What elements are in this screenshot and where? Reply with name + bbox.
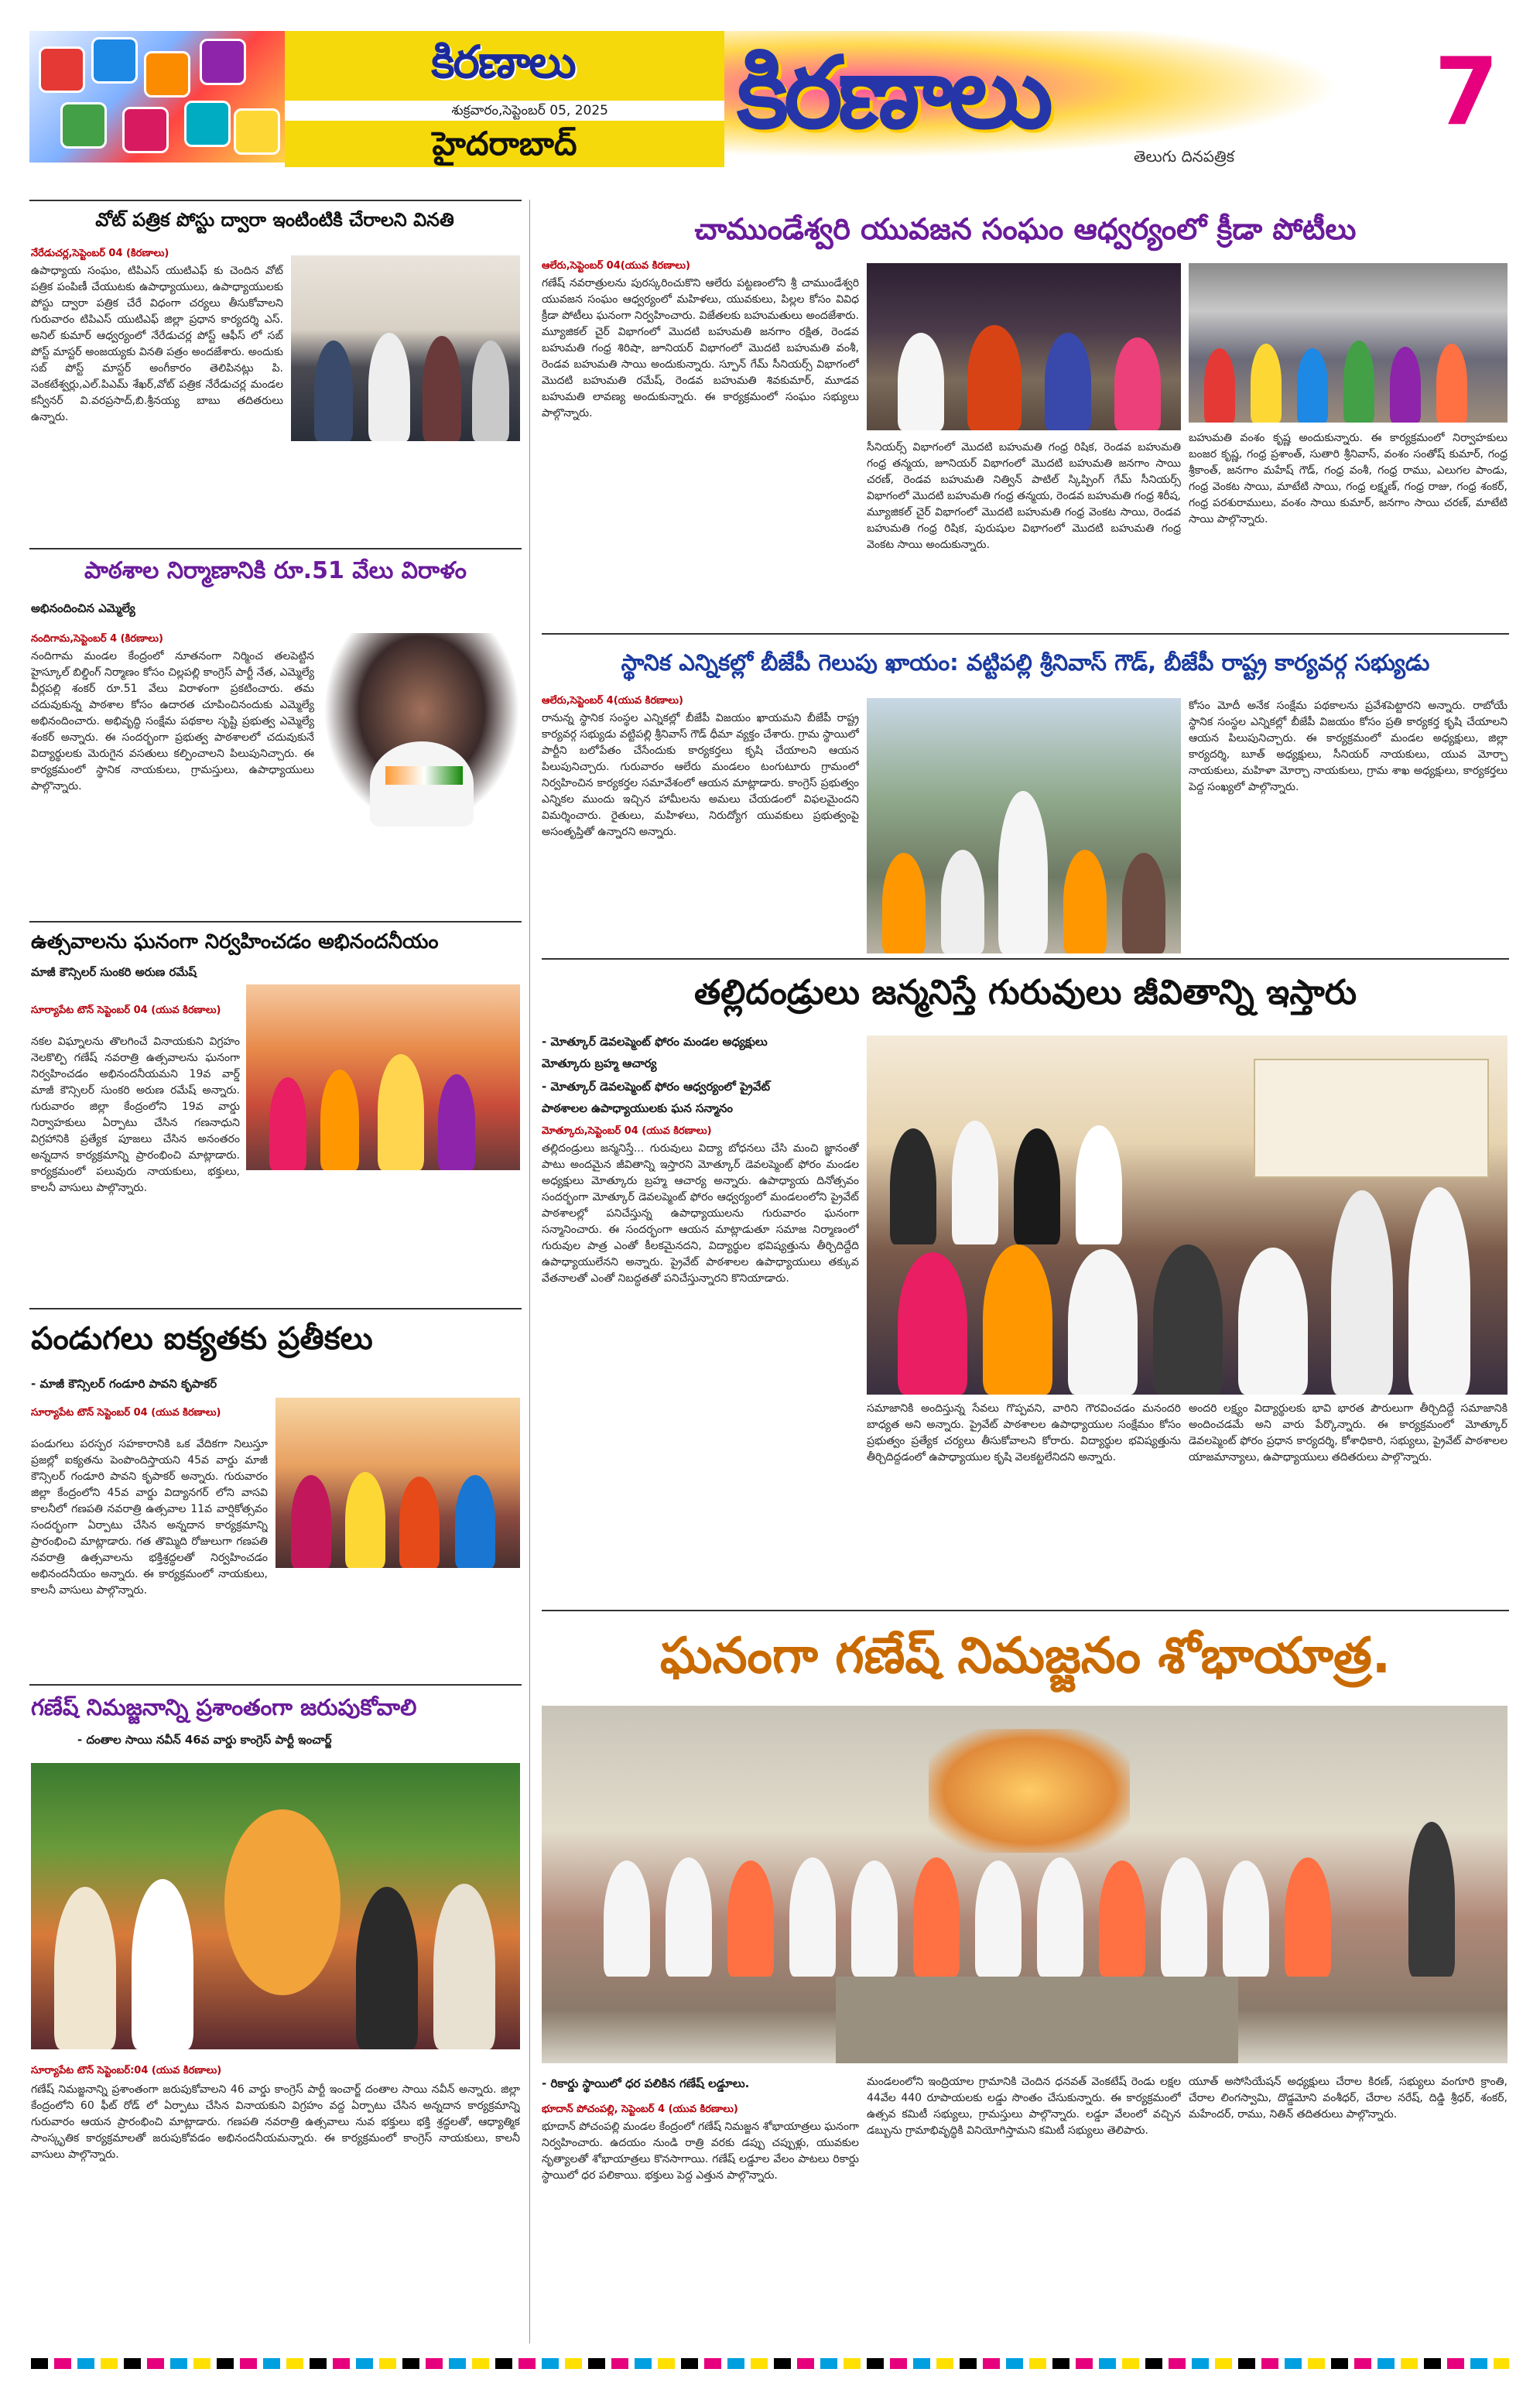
photo-sports-2 <box>1189 263 1507 423</box>
headline-unity: పండుగలు ఐక్యతకు ప్రతీకలు <box>31 1321 373 1357</box>
headline-postcard: వోట్ పత్రిక పోస్టు ద్వారా ఇంటింటికి చేరాలని వినతి <box>95 209 454 231</box>
dateline: ఆలేరు,సెప్టెంబర్ 4(యువ కిరణాలు) <box>542 695 683 707</box>
article-body-tail <box>31 495 520 546</box>
divider <box>29 1684 522 1686</box>
photo-procession <box>542 1706 1507 2063</box>
masthead-small-title: కిరణాలు <box>431 36 575 88</box>
headline-school: పాఠశాల నిర్మాణానికి రూ.51 వేలు విరాళం <box>84 557 467 584</box>
article-body: గణేష్ నవరాత్రులను పురస్కరించుకొని ఆలేరు పట్టణంలోని శ్రీ చాముండేశ్వరి యువజన సంఘం ఆధ్వర్యంలో మహిళలు, యువకులు, పిల్లల కోసం వివిధ క్రీడా పోటీలు ఘనంగా నిర్వహించారు. విజేతలకు బహుమతులు అందజేశారు. మ్యూజికల్ చైర్ విభాగంలో మొదటి బహుమతి జనగాం రక్షిత, రెండవ బహుమతి గంధ్ర శిరిషా, జూనియర్ విభాగంలో మొదటి బహుమతి వంశీ, రెండవ బహుమతి సాయి అందుకున్నారు. స్పూన్ గేమ్ సీనియర్స్ విభాగంలో మొదటి బహుమతి రమేష్, రెండవ బహుమతి శివకుమార్, మూడవ బహుమతి లావణ్య అందుకున్నారు. ఈ కార్యక్రమంలో సంఘం సభ్యులు పాల్గొన్నారు. <box>542 277 859 419</box>
headline-bjp: స్థానిక ఎన్నికల్లో బీజేపీ గెలుపు ఖాయం: వట్టిపల్లి శ్రీనివాస్ గౌడ్, బీజేపీ రాష్ట్ర కార్యవర్గ సభ్యుడు <box>621 649 1430 676</box>
column-divider <box>529 200 530 2343</box>
photo-unity <box>275 1398 520 1568</box>
headline-immersion: గణేష్ నిమజ్జనాన్ని ప్రశాంతంగా జరుపుకోవాలి <box>31 1694 417 1720</box>
photo-sports-1 <box>867 263 1181 430</box>
headline-teachers: తల్లిదండ్రులు జన్మనిస్తే గురువులు జీవితాన్ని ఇస్తారు <box>693 973 1357 1012</box>
subhead: మోత్కూరు బ్రహ్మ ఆచార్య <box>542 1056 657 1070</box>
dateline: నందిగామ,సెప్టెంబర్ 4 (కిరణాలు) <box>31 633 163 645</box>
divider <box>542 633 1509 635</box>
headline-festival: ఉత్సవాలను ఘనంగా నిర్వహించడం అభినందనీయం <box>31 930 439 953</box>
subhead: మాజీ కౌన్సిలర్ సుంకరి అరుణ రమేష్ <box>31 965 197 979</box>
photo-postcard <box>291 255 520 441</box>
subhead: - మాజీ కౌన్సిలర్ గండూరి పావని కృపాకర్ <box>31 1377 217 1391</box>
article-body: సీనియర్స్ విభాగంలో మొదటి బహుమతి గంధ్ర రిషిక, రెండవ బహుమతి గంధ్ర తన్మయ, జూనియర్ విభాగంలో మొదటి బహుమతి జనగాం సాయి చరణ్, రెండవ బహుమతి నిత్విన్ పాటిల్ స్కిప్పింగ్ గేమ్ సీనియర్స్ విభాగంలో మొదటి బహుమతి గంధ్ర తన్మయ, రెండవ బహుమతి గంధ్ర శిరీష, మ్యూజికల్ చైర్ విభాగంలో మొదటి బహుమతి గంధ్ర వెంకట సాయి, రెండవ బహుమతి గంధ్ర రిషిక, పురుషుల విభాగంలో మొదటి బహుమతి గంధ్ర వెంకట సాయి అందుకున్నారు. <box>867 441 1181 551</box>
social-cube-icon <box>144 51 190 98</box>
dateline: నేరేడుచర్ల,సెప్టెంబర్ 04 (కిరణాలు) <box>31 248 169 259</box>
masthead-big-title: కిరణాలు <box>737 35 1049 151</box>
masthead-city: హైదరాబాద్ <box>285 121 724 167</box>
subhead: - రికార్డు స్థాయిలో ధర పలికిన గణేష్ లడ్డూలు. <box>542 2076 750 2090</box>
article-body: గణేష్ నిమజ్జనాన్ని ప్రశాంతంగా జరుపుకోవాలని 46 వార్డు కాంగ్రెస్ పార్టీ ఇంచార్జ్ దంతాల సాయి నవీన్ అన్నారు. జిల్లా కేంద్రంలోని 60 ఫీట్ రోడ్ లో ఏర్పాటు చేసిన వినాయకుని విగ్రహం వద్ద ఏర్పాటు చేసిన అన్నదాన కార్యక్రమాన్ని గురువారం ఆయన ప్రారంభించి మాట్లాడారు. గణపతి నవరాత్రి ఉత్సవాలు నువ భక్తులు భక్తి శ్రద్ధలతో, ఆధ్యాత్మిక సాంస్కృతిక కార్యక్రమాలతో జరుపుకోవడం అభినందనీయమన్నారు. ఈ కార్యక్రమంలో కాంగ్రెస్ నాయకులు, కాలనీ వాసులు పాల్గొన్నారు. <box>31 2083 520 2161</box>
social-cube-icon <box>200 39 246 85</box>
article-body: పండుగలు పరస్పర సహకారానికి ఒక వేదికగా నిలుస్తూ ప్రజల్లో ఐక్యతను పెంపొందిస్తాయని 45వ వార్డు మాజీ కౌన్సిలర్ గండూరి పావని కృపాకర్ అన్నారు. గురువారం జిల్లా కేంద్రంలోని 45వ వార్డు విద్యానగర్ లోని వాసవి కాలనీలో గణపతి నవరాత్రి ఉత్సవాల 11వ వార్షికోత్సవం సందర్భంగా ఏర్పాటు చేసిన అన్నదాన కార్యక్రమాన్ని ప్రారంభించి మాట్లాడారు. గత తొమ్మిది రోజులుగా గణపతి నవరాత్రి ఉత్సవాలను భక్తిశ్రద్ధలతో నిర్వహించడం అభినందనీయం అన్నారు. ఈ కార్యక్రమంలో నాయకులు, కాలనీ వాసులు పాల్గొన్నారు. <box>31 1438 268 1597</box>
subhead: - మోత్కూర్ డెవలప్మెంట్ ఫోరం మండల అధ్యక్షులు <box>542 1035 768 1049</box>
masthead-subtitle: తెలుగు దినపత్రిక <box>1133 147 1235 166</box>
subhead: - మోత్కూర్ డెవలప్మెంట్ ఫోరం ఆధ్వర్యంలో ప్రైవేట్ <box>542 1080 771 1094</box>
article-body: రానున్న స్థానిక సంస్థల ఎన్నికల్లో బీజేపీ విజయం ఖాయమని బీజేపీ రాష్ట్ర కార్యవర్గ సభ్యుడు వట్టిపల్లి శ్రీనివాస్ గౌడ్ ధీమా వ్యక్తం చేశారు. గ్రామ స్థాయిలో పార్టీని బలోపేతం చేసేందుకు కార్యకర్తలు కృషి చేయాలని ఆయన పిలుపునిచ్చారు. గురువారం ఆలేరు మండలం టంగుటూరు గ్రామంలో నిర్వహించిన కార్యకర్తల సమావేశంలో ఆయన మాట్లాడారు. కాంగ్రెస్ ప్రభుత్వం ఎన్నికల ముందు ఇచ్చిన హామీలను అమలు చేయడంలో విఫలమైందని విమర్శించారు. రైతులు, మహిళలు, నిరుద్యోగ యువకులు ప్రభుత్వంపై అసంతృప్తితో ఉన్నారని అన్నారు. <box>542 712 859 838</box>
article-body: తల్లిదండ్రులు జన్మనిస్తే... గురువులు విద్యా బోధనలు చేసి మంచి జ్ఞానంతో పాటు అందమైన జీవితాన్ని ఇస్తారని మోత్కూర్ డెవలప్మెంట్ ఫోరం మండల అధ్యక్షులు మోత్కూరు బ్రహ్మ ఆచార్య అన్నారు. ఉపాధ్యాయ దినోత్సవం సందర్భంగా మోత్కూర్ డెవలప్మెంట్ ఫోరం ఆధ్వర్యంలో మండలంలోని ప్రైవేట్ పాఠశాలల్లో పనిచేస్తున్న ఉపాధ్యాయులను గురువారం ఘనంగా సన్మానించారు. ఈ సందర్భంగా ఆయన మాట్లాడుతూ సమాజ నిర్మాణంలో గురువుల పాత్ర ఎంతో కీలకమైనదని, విద్యార్థుల భవిష్యత్తును తీర్చిదిద్దేది ఉపాధ్యాయులేనని అన్నారు. ప్రైవేట్ పాఠశాలల ఉపాధ్యాయులు తక్కువ వేతనాలతో ఎంతో నిబద్ధతతో పనిచేస్తున్నారని కొనియాడారు. <box>542 1142 859 1285</box>
social-cube-icon <box>234 108 280 155</box>
dateline: ఆలేరు,సెప్టెంబర్ 04(యువ కిరణాలు) <box>542 260 690 272</box>
article-body: భూదాన్ పోచంపల్లి మండల కేంద్రంలో గణేష్ నిమజ్జన శోభాయాత్రలు ఘనంగా నిర్వహించారు. ఉదయం నుండి రాత్రి వరకు డప్పు చప్పుళ్లు, యువకుల నృత్యాలతో శోభాయాత్రలు కొనసాగాయి. గణేష్ లడ్డూల వేలం పాటలు రికార్డు స్థాయిలో ధర పలికాయి. భక్తులు పెద్ద ఎత్తున పాల్గొన్నారు. <box>542 2121 859 2182</box>
social-cube-icon <box>184 101 231 147</box>
headline-sports: చాముండేశ్వరి యువజన సంఘం ఆధ్వర్యంలో క్రీడా పోటీలు <box>694 212 1357 246</box>
subhead: - దంతాల సాయి నవీన్ 46వ వార్డు కాంగ్రెస్ పార్టీ ఇంచార్జ్ <box>77 1733 332 1747</box>
social-cube-icon <box>39 46 85 93</box>
headline-procession: ఘనంగా గణేష్ నిమజ్జనం శోభాయాత్ర. <box>659 1628 1391 1685</box>
article-body: కోసం మోదీ అనేక సంక్షేమ పథకాలను ప్రవేశపెట్టారని అన్నారు. రాబోయే స్థానిక సంస్థల ఎన్నికల్లో బీజేపీ విజయం కోసం ప్రతి కార్యకర్త కృషి చేయాలని ఆయన పిలుపునిచ్చారు. ఈ కార్యక్రమంలో మండల అధ్యక్షులు, జిల్లా కార్యదర్శి, బూత్ అధ్యక్షులు, సీనియర్ నాయకులు, యువ మోర్చా నాయకులు, మహిళా మోర్చా నాయకులు, గ్రామ శాఖ అధ్యక్షులు, కార్యకర్తలు పెద్ద సంఖ్యలో పాల్గొన్నారు. <box>1189 700 1507 793</box>
social-cube-icon <box>91 37 138 84</box>
divider <box>29 921 522 923</box>
divider <box>29 1308 522 1309</box>
photo-mla-portrait <box>323 633 520 827</box>
article-body: నందిగామ మండల కేంద్రంలో నూతనంగా నిర్మించ తలపెట్టిన హైస్కూల్ బిల్డింగ్ నిర్మాణం కోసం చిల్లపల్లి కాంగ్రెస్ పార్టీ నేత, ఎమ్మెల్యే వీర్లపల్లి శంకర్ రూ.51 వేలు విరాళంగా ప్రకటించారు. తమ చదువుకున్న పాఠశాల కోసం ఉదారత చూపించినందుకు ఎమ్మెల్యే అభినందించారు. అభివృద్ధి సంక్షేమ పథకాల సృష్టి ప్రభుత్వ ఎమ్మెల్యే శంకర్ అన్నారు. ఈ సందర్భంగా ప్రభుత్వ పాఠశాలలో చదువుకునే విద్యార్థులకు మెరుగైన వసతులు కల్పించాలని పిలుపునిచ్చారు. ఈ కార్యక్రమంలో స్థానిక నాయకులు, గ్రామస్తులు, ఉపాధ్యాయులు పాల్గొన్నారు. <box>31 650 314 792</box>
article-body: నకల విఘ్నాలను తొలగించే వినాయకుని విగ్రహం నెలకొల్పి గణేష్ నవరాత్రి ఉత్సవాలను ఘనంగా నిర్వహించడం అభినందనీయమని 19వ వార్డ్ మాజీ కౌన్సిలర్ సుంకరి అరుణ రమేష్ అన్నారు. గురువారం జిల్లా కేంద్రంలోని 19వ వార్డు నిర్వాహకులు ఏర్పాటు చేసిన గణనాధుని విగ్రహానికి ప్రత్యేక పూజలు చేసిన అనంతరం అన్నదాన కార్యక్రమాన్ని ప్రారంభించి మాట్లాడారు. కార్యక్రమంలో పలువురు నాయకులు, భక్తులు, కాలనీ వాసులు పాల్గొన్నారు. <box>31 1036 240 1194</box>
subhead: పాఠశాలల ఉపాధ్యాయులకు ఘన సన్మానం <box>542 1101 734 1115</box>
photo-festival <box>246 984 520 1170</box>
photo-bjp <box>867 698 1181 953</box>
divider <box>542 1610 1509 1611</box>
masthead-date: శుక్రవారం,సెప్టెంబర్ 05, 2025 <box>451 103 608 118</box>
article-body: ఉపాధ్యాయ సంఘం, టిపిఎస్ యుటిఎఫ్ కు చెందిన వోట్ పత్రిక పంపిణీ చేయుటకు ఉపాధ్యాయులు, ఉపాధ్యాయులకు పోస్టు ద్వారా పత్రిక చేరే విధంగా చర్యలు తీసుకోవాలని గురువారం టిపిఎస్ యుటిఎఫ్ జిల్లా ప్రధాన కార్యదర్శి ఎస్. అనిల్ కుమార్ ఆధ్వర్యంలో నేరేడుచర్ల పోస్ట్ ఆఫీస్ లో సబ్ పోస్ట్ మాస్టర్ అంజయ్యకు వినతి పత్రం అందజేశారు. అందుకు సబ్ పోస్ట్ మాస్టర్ అంగీకారం తెలిపినట్లు పి. వెంకటేశ్వర్లు,ఎల్.పిఎమ్ శేఖర్,వోట్ పత్రిక నేరేడుచర్ల మండల కన్వీనర్ వి.వరప్రసాద్,బి.శ్రీనయ్య బాబు తదితరులు ఉన్నారు. <box>31 265 283 423</box>
divider <box>542 958 1509 960</box>
page-number: 7 <box>1434 39 1499 146</box>
photo-teachers <box>867 1036 1507 1395</box>
article-body: అందరి లక్ష్యం విద్యార్థులకు భావి భారత పౌరులుగా తీర్చిదిద్దే సమాజానికి అందించడమే అని వారు పేర్కొన్నారు. ఈ కార్యక్రమంలో మోత్కూర్ డెవలప్మెంట్ ఫోరం ప్రధాన కార్యదర్శి, కోశాధికారి, సభ్యులు, ప్రైవేట్ పాఠశాలల యాజమాన్యాలు, ఉపాధ్యాయులు తదితరులు పాల్గొన్నారు. <box>1189 1402 1507 1463</box>
article-body: మండలంలోని ఇంద్రియాల గ్రామానికి చెందిన ధనవత్ వెంకటేష్ రెండు లక్షల 44వేల 440 రూపాయలకు లడ్డు సొంతం చేసుకున్నారు. ఈ కార్యక్రమంలో ఉత్సవ కమిటీ సభ్యులు, గ్రామస్తులు పాల్గొన్నారు. లడ్డూ వేలంలో వచ్చిన డబ్బును గ్రామాభివృద్ధికి వినియోగిస్తామని కమిటీ సభ్యులు తెలిపారు. <box>867 2076 1181 2137</box>
dateline: సూర్యాపేట టౌన్ సెప్టెంబర్ 04 (యువ కిరణాలు) <box>31 1005 221 1016</box>
dateline: సూర్యాపేట టౌన్ సెప్టెంబర్ 04 (యువ కిరణాలు) <box>31 1407 221 1419</box>
subhead: అభినందించిన ఎమ్మెల్యే <box>31 601 135 615</box>
color-registration-bar <box>31 2358 1509 2369</box>
divider <box>29 200 522 201</box>
social-cube-icon <box>122 107 169 153</box>
divider <box>29 548 522 549</box>
photo-ganesh <box>31 1763 520 2049</box>
dateline: భూదాన్ పోచంపల్లి, సెప్టెంబర్ 4 (యువ కిరణాలు) <box>542 2104 738 2115</box>
dateline: సూర్యాపేట టౌన్ సెప్టెంబర్:04 (యువ కిరణాలు) <box>31 2065 222 2076</box>
social-cube-icon <box>60 102 107 149</box>
article-body: సమాజానికి అందిస్తున్న సేవలు గొప్పవని, వారిని గౌరవించడం మనందరి బాధ్యత అని అన్నారు. ప్రైవేట్ పాఠశాలల ఉపాధ్యాయుల సంక్షేమం కోసం ప్రభుత్వం ప్రత్యేక చర్యలు తీసుకోవాలని కోరారు. విద్యార్థుల భవిష్యత్తును తీర్చిదిద్దడంలో ఉపాధ్యాయుల కృషి వెలకట్టలేనిదని అన్నారు. <box>867 1402 1181 1463</box>
masthead-left-art <box>29 31 285 163</box>
article-body: యూత్ అసోసియేషన్ అధ్యక్షులు చేరాల కిరణ్, సభ్యులు వంగూరి క్రాంతి, చేరాల లింగస్వామి, దొడ్డమోని వంశీధర్, చేరాల నరేష్, దిడ్డి శ్రీధర్, శంకర్, మహేందర్, రాము, నితిన్ తదితరులు పాల్గొన్నారు. <box>1189 2076 1507 2121</box>
article-body: బహుమతి వంశం కృష్ణ అందుకున్నారు. ఈ కార్యక్రమంలో నిర్వాహకులు బంజర కృష్ణ, గంధ్ర ప్రశాంత్, సుతారి శ్రీనివాస్, వంశం సంతోష్ కుమార్, గంధ్ర శ్రీకాంత్, జనగాం మహేష్ గౌడ్, గంధ్ర వంశీ, గంధ్ర రాము, ఎలుగల పాండు, గంధ్ర వెంకట సాయి, మాటేటి సాయి, గంధ్ర లక్ష్మణ్, గంధ్ర రాజు, గంధ్ర శంకర్, గంధ్ర పరశురాములు, వంశం సాయి కుమార్, జనగాం సాయి చరణ్, మాటేటి సాయి పాల్గొన్నారు. <box>1189 432 1507 525</box>
dateline: మోత్కూరు,సెప్టెంబర్ 04 (యువ కిరణాలు) <box>542 1125 712 1137</box>
